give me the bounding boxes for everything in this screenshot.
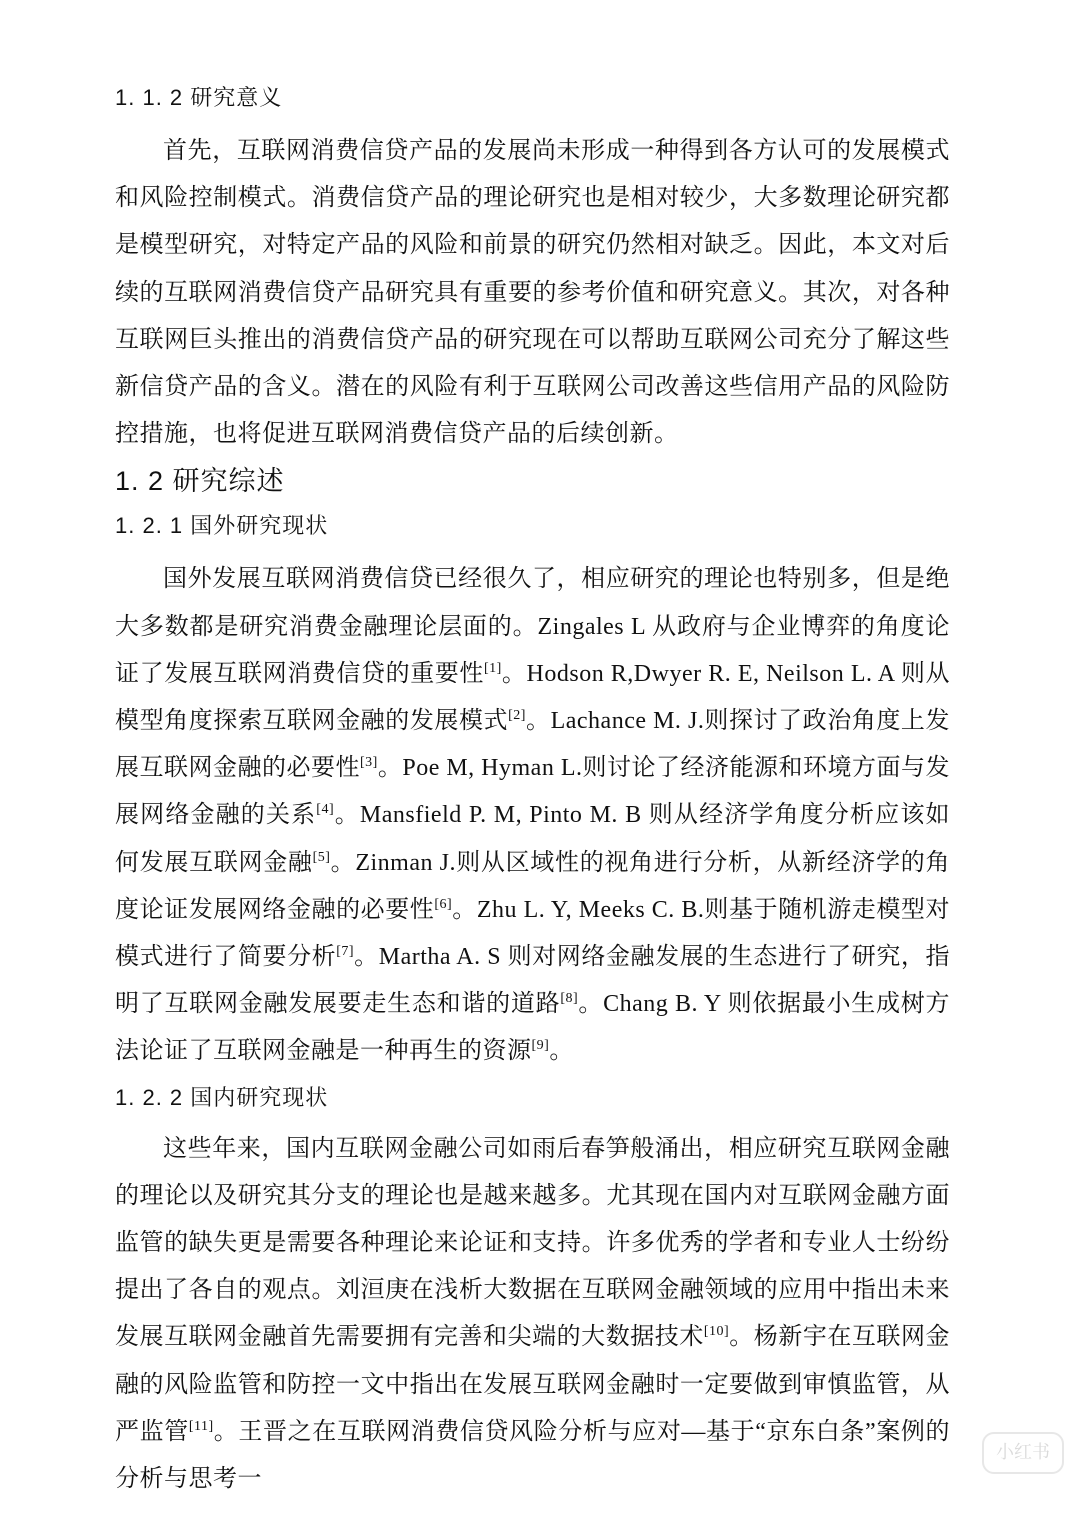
section-heading-1-2: 1. 2 研究综述 bbox=[115, 466, 285, 497]
citation: [11] bbox=[188, 1418, 214, 1434]
citation: [6] bbox=[434, 896, 453, 912]
citation: [4] bbox=[316, 802, 335, 818]
citation: [1] bbox=[484, 660, 502, 676]
document-page bbox=[115, 76, 950, 1503]
citation: [10] bbox=[703, 1324, 730, 1340]
citation: [3] bbox=[360, 755, 378, 771]
section-heading-1-2-2: 1. 2. 2 国内研究现状 bbox=[115, 1084, 329, 1110]
section-heading-1-2-1: 1. 2. 1 国外研究现状 bbox=[115, 513, 329, 539]
paragraph-research-significance: 首先，互联网消费信贷产品的发展尚未形成一种得到各方认可的发展模式和风险控制模式。消费信贷产品的理论研究也是相对较少，大多数理论研究都是模型研究，对特定产品的风险和前景的研究仍然相对缺乏。因此，本文对后续的互联网消费信贷产品研究具有重要的参考价值和研究意义。其次，对各种互联网巨头推出的消费信贷产品的研究现在可以帮助互联网公司充分了解这些新信贷产品的含义。潜在的风险有利于互联网公司改善这些信用产品的风险防控措施，也将促进互联网消费信贷产品的后续创新。 bbox=[115, 138, 950, 448]
citation: [2] bbox=[508, 708, 526, 724]
paragraph-foreign-research: 国外发展互联网消费信贷已经很久了，相应研究的理论也特别多，但是绝大多数都是研究消费金融理论层面的。Zingales L 从政府与企业博弈的角度论证了发展互联网消费信贷的重要性[1]。Hodson R,Dwyer R. E, Neilson L. A 则从模型角度探索互联网金融的发展模式[2]。Lachance M. J.则探讨了政治角度上发展互联网金融的必要性[3]。Poe M, Hyman L.则讨论了经济能源和环境方面与发展网络金融的关系[4]。Mansfield P. M, Pinto M. B 则从经济学角度分析应该如何发展互联网金融[5]。Zinman J.则从区域性的视角进行分析，从新经济学的角度论证发展网络金融的必要性[6]。Zhu L. Y, Meeks C. B.则基于随机游走模型对模式进行了简要分析[7]。Martha A. S 则对网络金融发展的生态进行了研究，指明了互联网金融发展要走生态和谐的道路[8]。Chang B. Y 则依据最小生成树方法论证了互联网金融是一种再生的资源[9]。 bbox=[115, 566, 951, 1065]
citation: [5] bbox=[312, 849, 331, 865]
section-heading-1-1-2: 1. 1. 2 研究意义 bbox=[115, 85, 283, 110]
xiaohongshu-watermark: 小红书 bbox=[982, 1432, 1064, 1474]
citation: [9] bbox=[531, 1038, 550, 1054]
citation: [8] bbox=[560, 991, 579, 1007]
paragraph-domestic-research: 这些年来，国内互联网金融公司如雨后春笋般涌出，相应研究互联网金融的理论以及研究其分支的理论也是越来越多。尤其现在国内对互联网金融方面监管的缺失更是需要各种理论来论证和支持。许多优秀的学者和专业人士纷纷提出了各自的观点。刘洹庚在浅析大数据在互联网金融领域的应用中指出未来发展互联网金融首先需要拥有完善和尖端的大数据技术[10]。杨新宇在互联网金融的风险监管和防控一文中指出在发展互联网金融时一定要做到审慎监管，从严监管[11]。王晋之在互联网消费信贷风险分析与应对—基于“京东白条”案例的分析与思考一 bbox=[115, 1135, 951, 1493]
citation: [7] bbox=[336, 944, 355, 960]
